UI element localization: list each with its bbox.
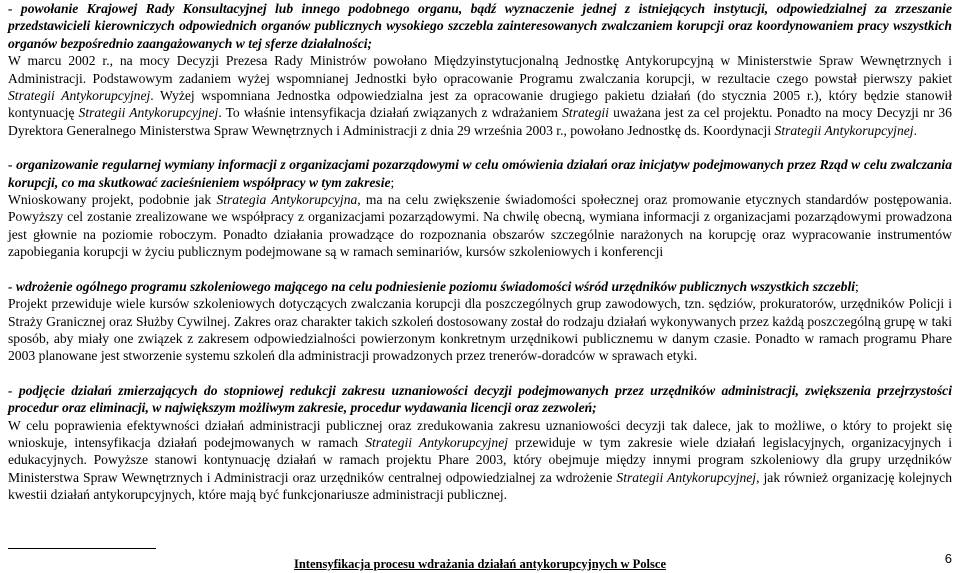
text-segment: W celu poprawienia efektywności działań administracji publicznej oraz zredukowania zakresu uznaniowości decyzji tak dalece, jak to możliwe, o który to projekt się wnioskuje, intensyfikacja działań podejmowanych w ramach bbox=[8, 417, 952, 450]
heading-ngo: - organizowanie regularnej wymiany informacji z organizacjami pozarządowymi w celu omówienia działań oraz inicjatyw podejmowanych przez Rząd w celu zwalczania korupcji, co ma skutkować zacieśnieniem współpracy w tym zakresie bbox=[8, 157, 952, 190]
heading-training: - wdrożenie ogólnego programu szkoleniowego mającego na celu podniesienie poziomu świadomości wśród urzędników publicznych wszystkich szczebli bbox=[8, 278, 856, 294]
text-segment: Wnioskowany projekt, podobnie jak bbox=[8, 192, 217, 208]
text-segment-italic: Strategii Antykorupcyjnej bbox=[78, 105, 219, 121]
paragraph-council bbox=[8, 0, 952, 139]
text-segment: , ma na celu zwiększenie świadomości społecznej oraz promowanie etycznych standardów postępowania. Powyższy cel zostanie zrealizowane we współpracy z organizacjami pozarządowymi. Na chwilę obecną, wymiana informacji z organizacjami pozarządowymi prowadzona jest głownie na poziomie roboczym. Ponadto działania prowadzące do rozpoznania obszarów szczególnie narażonych na korupcję oraz wypracowanie instrumentów zapobiegania korupcji w życiu publicznym podejmowane są w ramach seminariów, kursów szkoleniowych i konferencji bbox=[8, 192, 952, 260]
text-segment: . bbox=[913, 122, 917, 138]
text-segment-italic: Strategii Antykorupcyjnej bbox=[365, 434, 508, 450]
heading-discretion: - podjęcie działań zmierzających do stopniowej redukcji zakresu uznaniowości decyzji podejmowanych przez urzędników administracji, zwiększenia przejrzystości procedur oraz eliminacji, w największym możliwym zakresie, procedur wydawania licencji oraz zezwoleń; bbox=[8, 382, 952, 416]
document-body bbox=[8, 0, 952, 504]
text-segment: ; bbox=[390, 174, 395, 190]
text-segment-italic: Strategii Antykorupcyjnej bbox=[8, 88, 151, 104]
footer-title bbox=[0, 557, 960, 572]
paragraph-ngo bbox=[8, 156, 952, 260]
footer-divider bbox=[8, 548, 156, 549]
footer-title-text: Intensyfikacja procesu wdrażania działań antykorupcyjnych w Polsce bbox=[293, 557, 666, 571]
text-segment: W marcu 2002 r., na mocy Decyzji Prezesa Rady Ministrów powołano Międzyinstytucjonalną Jednostkę Antykorupcyjną w Ministerstwie Spraw Wewnętrznych i Administracji. Podstawowym zadaniem wyżej wspomnianej Jednostki było opracowanie Programu zwalczania korupcji, w rezultacie czego powstał pierwszy pakiet bbox=[8, 53, 952, 86]
text-segment-italic: Strategii Antykorupcyjnej bbox=[616, 469, 757, 485]
text-segment: ; bbox=[855, 278, 859, 294]
page-number: 6 bbox=[944, 551, 952, 566]
text-segment-italic: Strategii Antykorupcyjnej bbox=[774, 122, 914, 138]
text-segment: , jak również organizację kolejnych kwestii działań antykorupcyjnych, które mają być funkcjonariusze administracji publicznej. bbox=[8, 469, 952, 503]
paragraph-discretion bbox=[8, 382, 952, 504]
text-segment: . To właśnie intensyfikacja działań związanych z wdrażaniem bbox=[218, 105, 563, 121]
text-segment: . Wyżej wspomniana Jednostka odpowiedzialna jest za opracowanie drugiego pakietu działań (do stycznia 2005 r.), który będzie stanowił kontynuację bbox=[8, 88, 952, 121]
text-segment-italic: Strategia Antykorupcyjna bbox=[216, 192, 358, 208]
text-segment: uważana jest za cel projektu. Ponadto na mocy Decyzji nr 36 Dyrektora Generalnego Ministerstwa Spraw Wewnętrznych i Administracji z dnia 29 września 2003 r., powołano Jednostkę ds. Koordynacji bbox=[8, 105, 952, 138]
paragraph-training bbox=[8, 278, 952, 365]
text-segment: przewiduje w tym zakresie wiele działań legislacyjnych, organizacyjnych i edukacyjnych. Powyższe stanowi kontynuację działań w ramach projektu Phare 2003, który obejmuje między innymi program szkoleniowy dla grupy urzędników Ministerstwa Spraw Wewnętrznych i Administracji oraz urzędników centralnej odpowiedzialnej za wdrożenie bbox=[8, 434, 952, 485]
heading-council: - powołanie Krajowej Rady Konsultacyjnej lub innego podobnego organu, bądź wyznaczenie jednej z istniejących instytucji, odpowiedzialnej za zrzeszanie przedstawicieli kierowniczych odpowiednich organów publicznych wysokiego szczebla zainteresowanych zwalczaniem korupcji oraz koordynowaniem pracy wszystkich organów bezpośrednio zaangażowanych w tej sferze działalności; bbox=[8, 1, 952, 51]
text-segment: Projekt przewiduje wiele kursów szkoleniowych dotyczących zwalczania korupcji dla poszczególnych grup zawodowych, tzn. sędziów, prokuratorów, urzędników Policji i Straży Granicznej oraz Służby Cywilnej. Zakres oraz charakter takich szkoleń dostosowany został do rodzaju działań wykonywanych przez każdą poszczególną grupę w taki sposób, aby miały one związek z zakresem odpowiedzialności powierzonym konkretnym urzędnikowi publicznemu w danym czasie. Ponadto w ramach programu Phare 2003 planowane jest stworzenie systemu szkoleń dla administracji prowadzonych przez trenerów-doradców w sprawach etyki. bbox=[8, 296, 952, 364]
text-segment-italic: Strategii bbox=[562, 105, 609, 121]
